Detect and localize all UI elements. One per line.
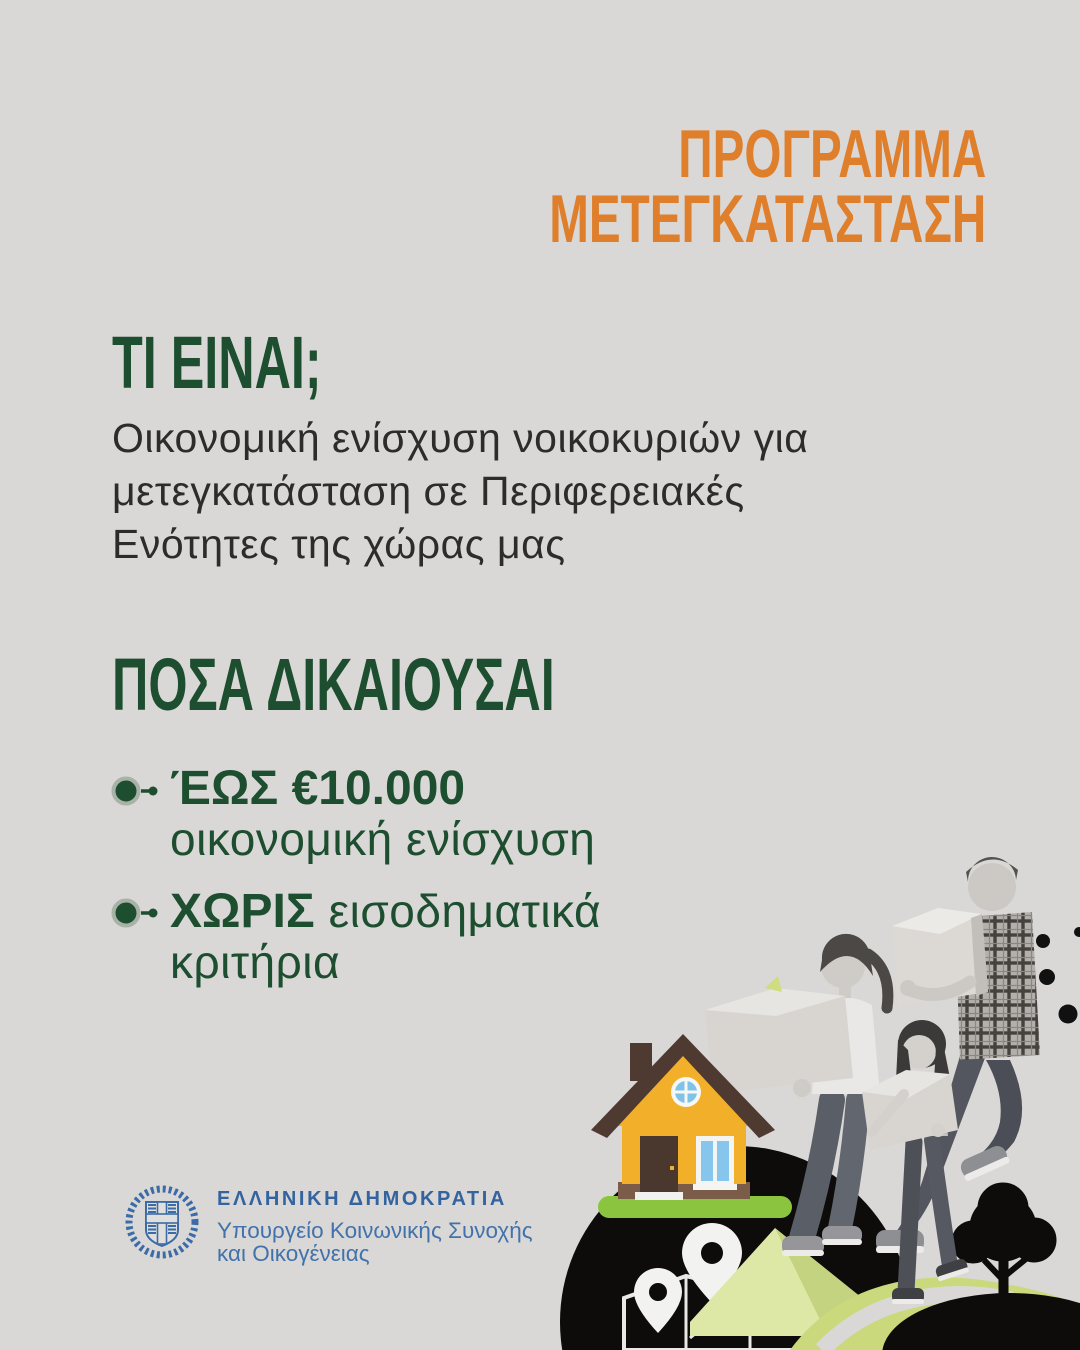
bullet-text xyxy=(170,764,595,864)
relocation-illustration xyxy=(540,830,1080,1350)
bullet-item-criteria xyxy=(110,886,601,987)
what-body-line-2: μετεγκατάσταση σε Περιφερειακές xyxy=(112,468,745,514)
org-name: ΕΛΛΗΝΙΚΗ ΔΗΜΟΚΡΑΤΙΑ xyxy=(217,1188,507,1210)
bullet2-regular-1: εισοδηματικά xyxy=(328,885,602,937)
ministry-line-1: Υπουργείο Κοινωνικής Συνοχής xyxy=(217,1218,533,1243)
bullet-item-amount xyxy=(110,764,595,864)
bullet1-bold: ΈΩΣ €10.000 xyxy=(170,762,466,815)
bullet-marker-icon xyxy=(110,895,160,931)
what-body-line-1: Οικονομική ενίσχυση νοικοκυριών για xyxy=(112,415,809,461)
bullet-marker-icon xyxy=(110,773,160,809)
amounts-heading: ΠΟΣΑ ΔΙΚΑΙΟΥΣΑΙ xyxy=(112,643,555,726)
title-line-2: ΜΕΤΕΓΚΑΤΑΣΤΑΣΗ xyxy=(549,181,986,257)
government-logo-text xyxy=(217,1182,533,1265)
bullet2-regular-2: κριτήρια xyxy=(170,936,341,988)
dots-pattern xyxy=(1036,927,1080,1024)
poster-title xyxy=(362,116,986,257)
what-body xyxy=(112,412,808,571)
ministry-line-2: και Οικογένειας xyxy=(217,1241,370,1266)
bullet1-regular: οικονομική ενίσχυση xyxy=(170,813,596,865)
bullet2-bold: ΧΩΡΙΣ xyxy=(170,885,315,938)
what-heading: ΤΙ ΕΙΝΑΙ; xyxy=(112,321,322,404)
bullet-text xyxy=(170,886,601,987)
title-line-1: ΠΡΟΓΡΑΜΜΑ xyxy=(677,116,986,192)
what-body-line-3: Ενότητες της χώρας μας xyxy=(112,521,566,567)
greek-emblem-icon xyxy=(122,1182,202,1262)
government-logo xyxy=(122,1182,533,1265)
